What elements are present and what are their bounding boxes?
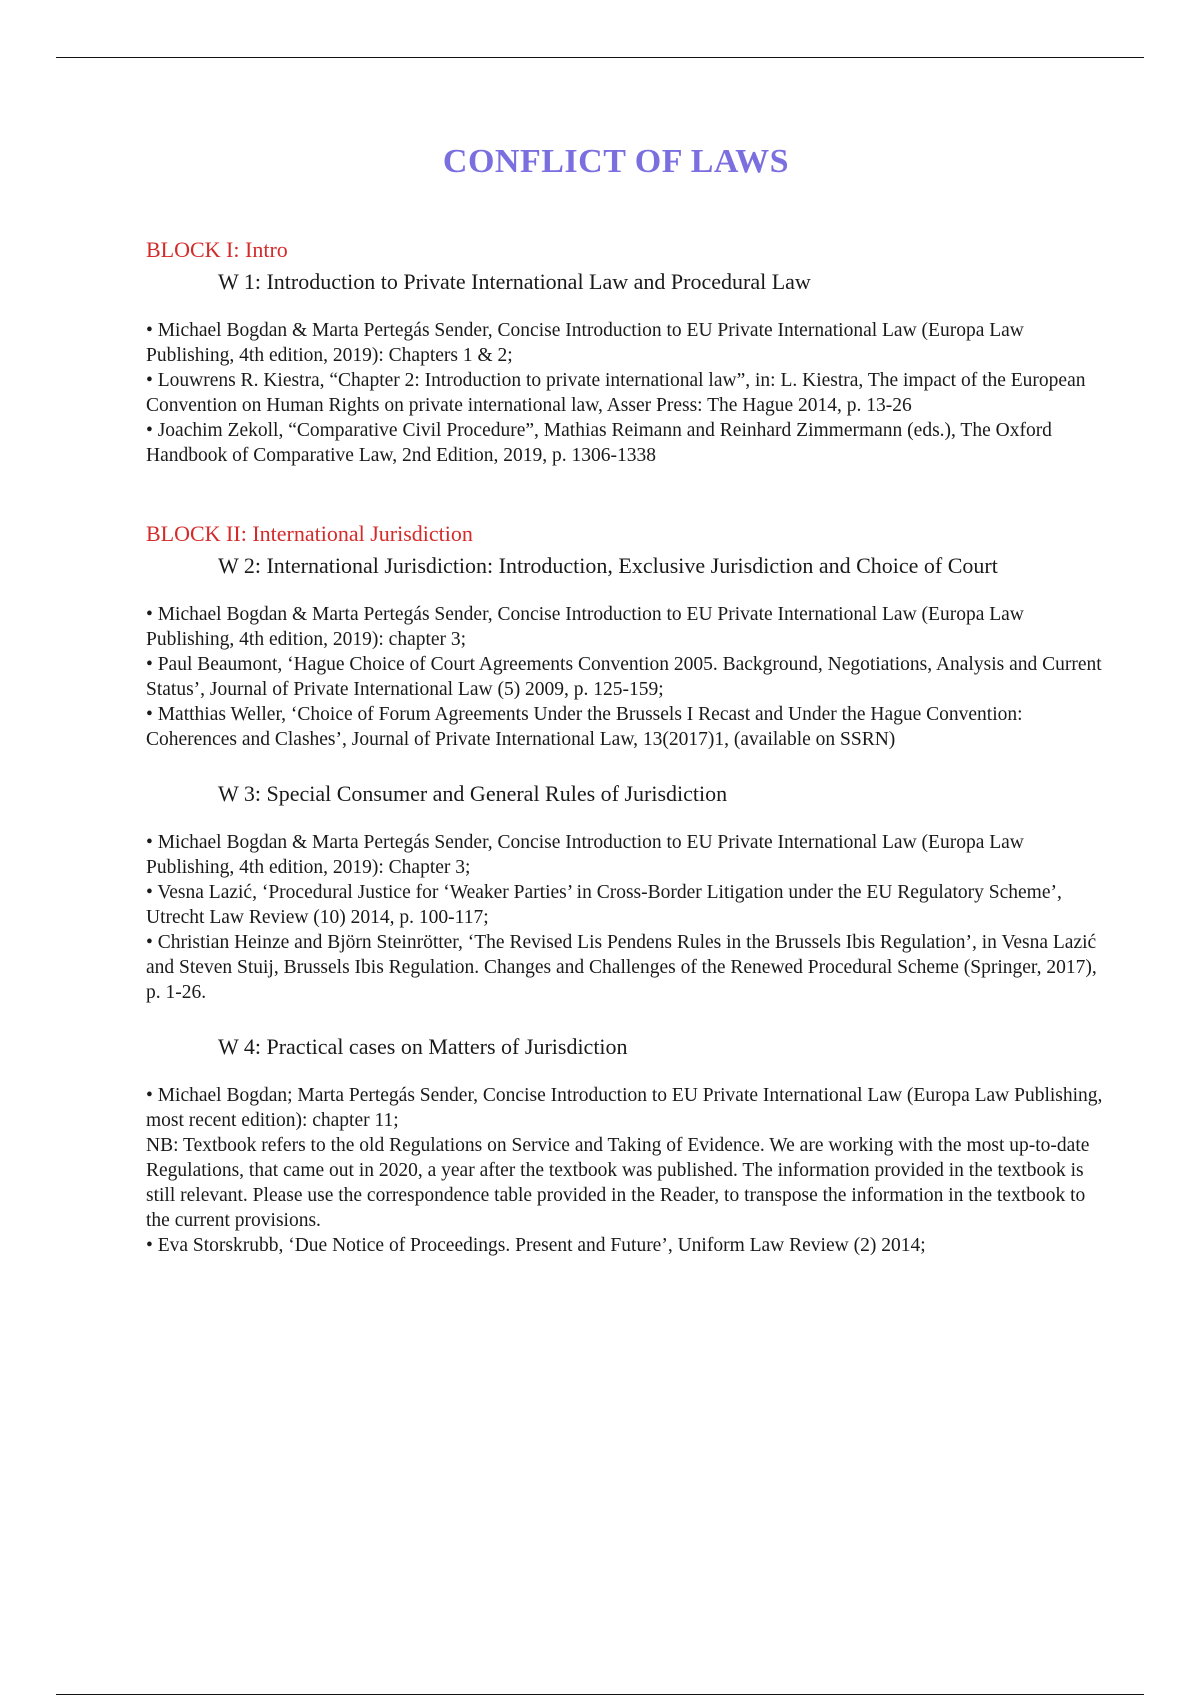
week-heading: W 1: Introduction to Private International Law and Procedural Law [218,269,811,294]
reference-item: • Louwrens R. Kiestra, “Chapter 2: Introduction to private international law”, in: L. Kiestra, The impact of the European Convention on Human Rights on private international law, Asser Press: The Hague 2014, p. 13-26 [146,370,1086,416]
reference-item: • Christian Heinze and Björn Steinrötter, ‘The Revised Lis Pendens Rules in the Brussels Ibis Regulation’, in Vesna Lazić and Steven Stuij, Brussels Ibis Regulation. Changes and Challenges of the Renewed Procedural Scheme (Springer, 2017), p. 1-26. [146,932,1097,1003]
reference-list [146,318,1106,468]
reference-item: • Michael Bogdan & Marta Pertegás Sender, Concise Introduction to EU Private International Law (Europa Law Publishing, 4th edition, 2019): Chapter 3; [146,832,1024,878]
block-heading: BLOCK II: International Jurisdiction [146,521,473,546]
week-section [146,780,1106,1005]
reference-item: • Michael Bogdan & Marta Pertegás Sender, Concise Introduction to EU Private International Law (Europa Law Publishing, 4th edition, 2019): chapter 3; [146,604,1024,650]
top-rule [56,57,1144,58]
reference-list [146,830,1106,1005]
block-heading: BLOCK I: Intro [146,237,288,262]
reference-list [146,602,1106,752]
reference-item: • Joachim Zekoll, “Comparative Civil Procedure”, Mathias Reimann and Reinhard Zimmermann (eds.), The Oxford Handbook of Comparative Law, 2nd Edition, 2019, p. 1306-1338 [146,420,1052,466]
reference-list [146,1083,1106,1258]
nb-note: NB: Textbook refers to the old Regulations on Service and Taking of Evidence. We are working with the most up-to-date Regulations, that came out in 2020, a year after the textbook was published. The information provided in the textbook is still relevant. Please use the correspondence table provided in the Reader, to transpose the information in the textbook to the current provisions. [146,1135,1090,1231]
bottom-rule [56,1694,1144,1695]
page-title: CONFLICT OF LAWS [442,143,790,180]
reference-item: • Michael Bogdan & Marta Pertegás Sender, Concise Introduction to EU Private International Law (Europa Law Publishing, 4th edition, 2019): Chapters 1 & 2; [146,320,1024,366]
reference-item: • Paul Beaumont, ‘Hague Choice of Court Agreements Convention 2005. Background, Negotiations, Analysis and Current Status’, Journal of Private International Law (5) 2009, p. 125-159; [146,654,1102,700]
block-intro [146,236,1106,468]
week-heading: W 4: Practical cases on Matters of Jurisdiction [218,1034,628,1059]
block-international-jurisdiction [146,520,1106,1258]
reference-item: • Matthias Weller, ‘Choice of Forum Agreements Under the Brussels I Recast and Under the Hague Convention: Coherences and Clashes’, Journal of Private International Law, 13(2017)1, (available on SSRN) [146,704,1023,750]
week-heading: W 2: International Jurisdiction: Introduction, Exclusive Jurisdiction and Choice of Court [218,553,998,578]
week-heading: W 3: Special Consumer and General Rules of Jurisdiction [218,781,728,806]
document-body [146,236,1106,1258]
reference-item: • Michael Bogdan; Marta Pertegás Sender, Concise Introduction to EU Private International Law (Europa Law Publishing, most recent edition): chapter 11; [146,1085,1103,1131]
reference-item: • Eva Storskrubb, ‘Due Notice of Proceedings. Present and Future’, Uniform Law Review (2) 2014; [146,1235,926,1256]
reference-item: • Vesna Lazić, ‘Procedural Justice for ‘Weaker Parties’ in Cross-Border Litigation under the EU Regulatory Scheme’, Utrecht Law Review (10) 2014, p. 100-117; [146,882,1062,928]
week-section [146,1033,1106,1258]
